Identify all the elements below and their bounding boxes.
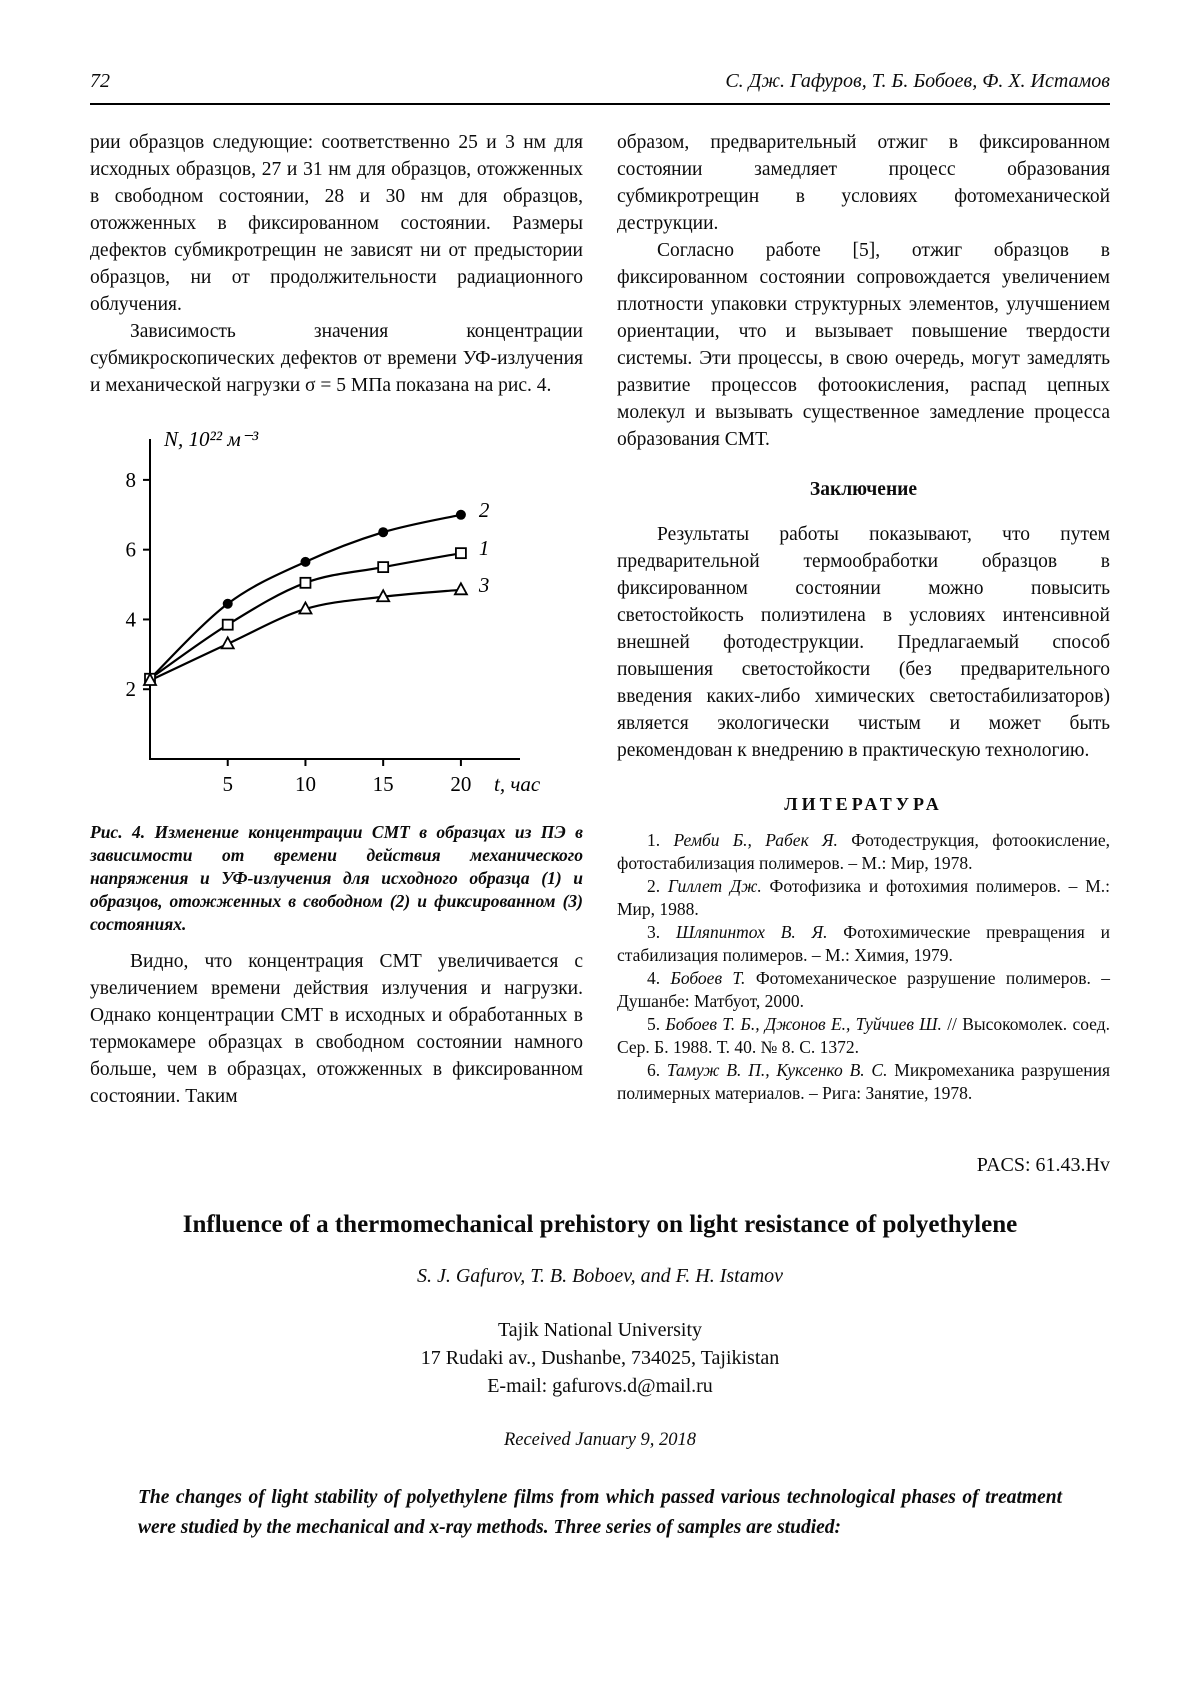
reference-number: 4. <box>647 968 671 988</box>
svg-text:1: 1 <box>478 536 490 561</box>
pacs-code: PACS: 61.43.Hv <box>976 1154 1110 1176</box>
reference-authors: Бобоев Т. Б., Джонов Е., Туйчиев Ш. <box>665 1014 948 1034</box>
svg-text:20: 20 <box>450 772 472 796</box>
reference-authors: Гиллет Дж. <box>667 876 770 896</box>
english-section <box>90 1154 1110 1543</box>
figure-4-chart <box>90 415 562 813</box>
svg-text:5: 5 <box>222 772 233 796</box>
svg-text:4: 4 <box>125 607 136 632</box>
reference-authors: Ремби Б., Рабек Я. <box>673 830 852 850</box>
svg-text:2: 2 <box>478 497 490 522</box>
reference-number: 3. <box>647 922 676 942</box>
two-column-body <box>90 129 1110 1110</box>
paragraph-continuation: рии образцов следующие: соответственно 25 и 3 нм для исходных образцов, 27 и 31 нм для образцов, отожженных в свободном состоянии, 28 и 30 нм для образцов, отожженных в фиксированном состоянии. Размеры дефектов субмикротрещин не зависят ни от предыстории образцов, ни от продолжительности радиационного облучения. <box>90 132 583 315</box>
reference-text: Фотомеханическое разрушение полимеров. – Душанбе: Матбуот, 2000. <box>617 968 1111 1011</box>
page-number: 72 <box>90 70 110 92</box>
svg-text:8: 8 <box>125 467 136 492</box>
article-title-english: Influence of a thermomechanical prehistory on light resistance of polyethylene <box>182 1211 1018 1238</box>
conclusion-paragraph: Результаты работы показывают, что путем предварительной термообработки образцов в фиксированном состоянии можно повысить светостойкость полиэтилена в условиях интенсивной внешней фотодеструкции. Предлагаемый способ повышения светостойкости (без предварительного введения каких-либо химических светостабилизаторов) является экологически чистым и может быть рекомендован к внедрению в практическую технологию. <box>617 524 1110 761</box>
running-head <box>90 70 1110 105</box>
reference-text: Фотофизика и фотохимия полимеров. – М.: Мир, 1988. <box>617 876 1111 919</box>
article-authors-english: S. J. Gafurov, T. B. Boboev, and F. H. Istamov <box>416 1265 784 1287</box>
literature-heading: ЛИТЕРАТУРА <box>784 794 943 814</box>
affiliation-line: 17 Rudaki av., Dushanbe, 734025, Tajikistan <box>420 1347 780 1369</box>
affiliation-line: Tajik National University <box>497 1319 703 1341</box>
svg-text:6: 6 <box>125 537 136 562</box>
left-column <box>90 129 583 1110</box>
right-column <box>617 129 1110 1110</box>
abstract-english: The changes of light stability of polyethylene films from which passed various technological phases of treatment were studied by the mechanical and x-ray methods. Three series of samples are studied: <box>138 1487 1062 1538</box>
reference-number: 6. <box>647 1060 667 1080</box>
reference-authors: Шляпинтох В. Я. <box>675 922 844 942</box>
running-head-authors: С. Дж. Гафуров, Т. Б. Бобоев, Ф. Х. Истамов <box>725 70 1110 92</box>
reference-text: Микромеханика разрушения полимерных материалов. – Рига: Занятие, 1978. <box>617 1060 1111 1103</box>
reference-authors: Тамуж В. П., Куксенко В. С. <box>666 1060 895 1080</box>
reference-item <box>617 1059 1110 1105</box>
reference-number: 5. <box>647 1014 666 1034</box>
svg-text:10: 10 <box>294 772 316 796</box>
paragraph: Согласно работе [5], отжиг образцов в фиксированном состоянии сопровождается увеличением плотности упаковки структурных элементов, улучшением ориентации, что и вызывает повышение твердости системы. Эти процессы, в свою очередь, могут замедлять развитие процессов фотоокисления, распад цепных молекул и вызывать существенное замедление процесса образования СМТ. <box>617 240 1110 450</box>
paragraph: Зависимость значения концентрации субмикроскопических дефектов от времени УФ-излучения и механической нагрузки σ = 5 МПа показана на рис. 4. <box>90 321 583 396</box>
reference-text: Фотохимические превращения и стабилизация полимеров. – М.: Химия, 1979. <box>617 922 1110 965</box>
received-date: Received January 9, 2018 <box>503 1430 697 1450</box>
affiliation-email: E-mail: gafurovs.d@mail.ru <box>487 1375 713 1397</box>
svg-text:N, 10²² м⁻³: N, 10²² м⁻³ <box>164 427 259 451</box>
svg-text:2: 2 <box>125 677 136 702</box>
reference-text: Фотодеструкция, фотоокисление, фотостабилизация полимеров. – М.: Мир, 1978. <box>617 830 1111 873</box>
paragraph: Видно, что концентрация СМТ увеличивается с увеличением времени действия излучения и нагрузки. Однако концентрации СМТ в исходных и обработанных в термокамере образцах в свободном состоянии намного больше, чем в образцах, отожженных в фиксированном состоянии. Таким <box>90 951 583 1107</box>
paragraph-continuation: образом, предварительный отжиг в фиксированном состоянии замедляет процесс образования субмикротрещин в условиях фотомеханической деструкции. <box>617 132 1110 234</box>
reference-item <box>617 829 1110 875</box>
reference-authors: Бобоев Т. <box>670 968 756 988</box>
reference-item <box>617 921 1110 967</box>
reference-item <box>617 875 1110 921</box>
reference-text: // Высокомолек. соед. Сер. Б. 1988. Т. 40. № 8. С. 1372. <box>617 1014 1110 1057</box>
svg-text:15: 15 <box>372 772 394 796</box>
reference-number: 1. <box>647 830 674 850</box>
affiliation-block <box>90 1316 1110 1400</box>
reference-item <box>617 1013 1110 1059</box>
reference-item <box>617 967 1110 1013</box>
figure-4 <box>90 415 583 936</box>
svg-text:3: 3 <box>478 572 490 597</box>
reference-number: 2. <box>647 876 668 896</box>
svg-text:t, час: t, час <box>494 772 541 796</box>
conclusion-heading: Заключение <box>809 479 918 500</box>
figure-4-caption: Рис. 4. Изменение концентрации СМТ в образцах из ПЭ в зависимости от времени действия механического напряжения и УФ-излучения для исходного образца (1) и образцов, отожженных в свободном (2) и фиксированном (3) состояниях. <box>90 822 583 934</box>
reference-list <box>617 829 1110 1105</box>
